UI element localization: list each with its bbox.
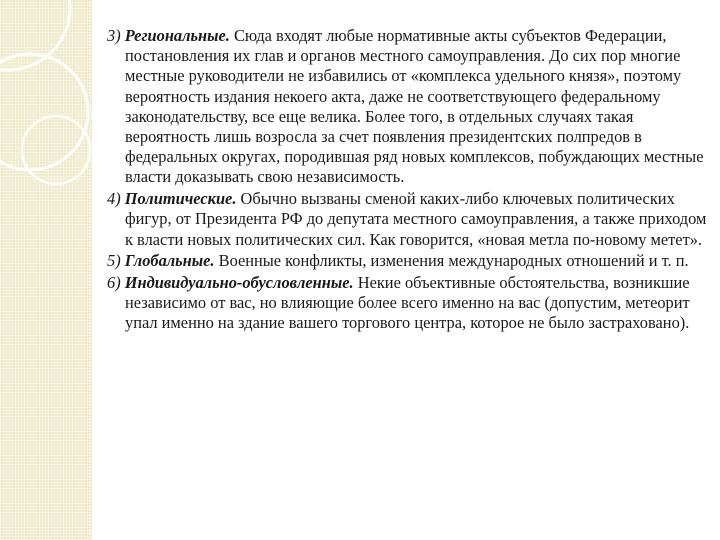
decorative-circles [0,0,92,540]
decorative-circle-small [22,116,90,184]
list-item-global [107,251,707,271]
item-number: 5) [107,251,121,271]
decorative-circle-middle [0,54,88,170]
item-term: Глобальные. [124,251,215,271]
panel-divider [92,0,94,540]
item-text: Некие объективные обстоятельства, возникшие независимо от вас, но влияющие более всего именно на вас (допустим, метеорит упал именно на здание вашего торгового центра, которое не было застраховано). [125,272,690,333]
list-item-individual [107,273,707,334]
item-number: 4) [107,189,121,209]
decorative-circle-large [0,0,70,70]
item-number: 3) [107,26,121,45]
item-number: 6) [107,272,121,292]
list-item-regional [107,26,707,188]
document-body [107,26,707,335]
list-item-political [107,189,707,250]
item-term: Индивидуально-обусловленные. [124,272,354,292]
item-text: Сюда входят любые нормативные акты субъектов Федерации, постановления их глав и органов местного самоуправления. До сих пор многие местные руководители не избавились от «комплекса удельного князя», поэтому вероятность издания некоего акта, даже не соответствующего федеральному законодательству, все еще велика. Более того, в отдельных случаях такая вероятность лишь возросла за счет появления президентских полпредов в федеральных округах, породившая ряд новых комплексов, побуждающих местные власти доказывать свою независимость. [125,26,704,187]
item-text: Обычно вызваны сменой каких-либо ключевых политических фигур, от Президента РФ до депутата местного самоуправления, а также приходом к власти новых политических сил. Как говорится, «новая метла по-новому метет». [125,189,707,249]
decorative-side-panel [0,0,92,540]
item-text: Военные конфликты, изменения международных отношений и т. п. [218,251,689,271]
item-term: Политические. [124,189,237,209]
item-term: Региональные. [124,26,230,45]
